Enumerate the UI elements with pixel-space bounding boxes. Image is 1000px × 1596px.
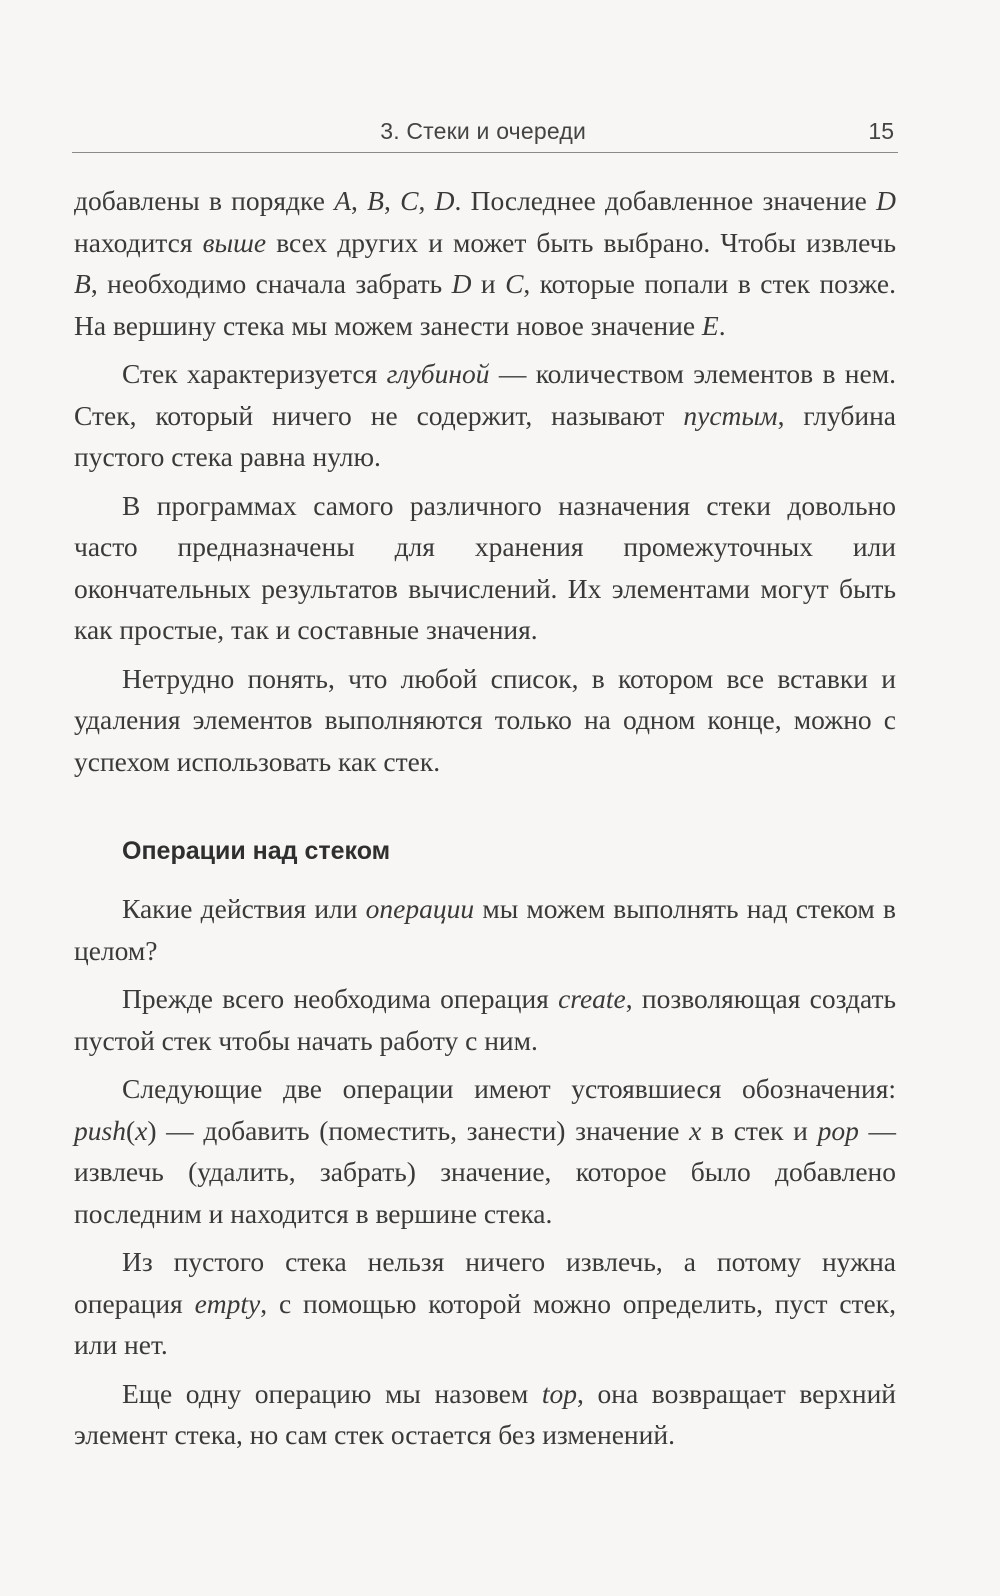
paragraph-8: Из пустого стека нельзя ничего извлечь, а потому нужна операция empty, с помощью которой можно определить, пуст стек, или нет. [74,1246,896,1360]
page-body [74,180,896,1463]
paragraph-9: Еще одну операцию мы назовем top, она возвращает верхний элемент стека, но сам стек остается без изменений. [74,1377,897,1450]
paragraph-6: Прежде всего необходима операция create, позволяющая создать пустой стек чтобы начать работу с ним. [74,983,896,1056]
paragraph-3: В программах самого различного назначения стеки довольно часто предназначены для хранения промежуточных или окончательных результатов вычислений. Их элементами могут быть как простые, так и составные значения. [74,489,896,645]
paragraph-2: Стек характеризуется глубиной — количеством элементов в нем. Стек, который ничего не содержит, называют пустым, глубина пустого стека равна нулю. [74,358,897,472]
paragraph-4: Нетрудно понять, что любой список, в котором все вставки и удаления элементов выполняются только на одном конце, можно с успехом использовать как стек. [74,662,896,777]
page-number: 15 [868,118,894,144]
running-header [72,106,898,153]
chapter-title: 3. Стеки и очереди [380,118,586,144]
section-heading: Операции над стеком [122,837,391,865]
paragraph-5: Какие действия или операции мы можем выполнять над стеком в целом? [74,893,896,966]
paragraph-1: добавлены в порядке A, B, C, D. Последнее добавленное значение D находится выше всех других и может быть выбрано. Чтобы извлечь B, необходимо сначала забрать D и C, которые попали в стек позже. На вершину стека мы можем занести новое значение E. [74,185,897,341]
paragraph-7: Следующие две операции имеют устоявшиеся обозначения: push(x) — добавить (поместить, занести) значение x в стек и pop — извлечь (удалить, забрать) значение, которое было добавлено последним и находится в вершине стека. [74,1073,897,1229]
